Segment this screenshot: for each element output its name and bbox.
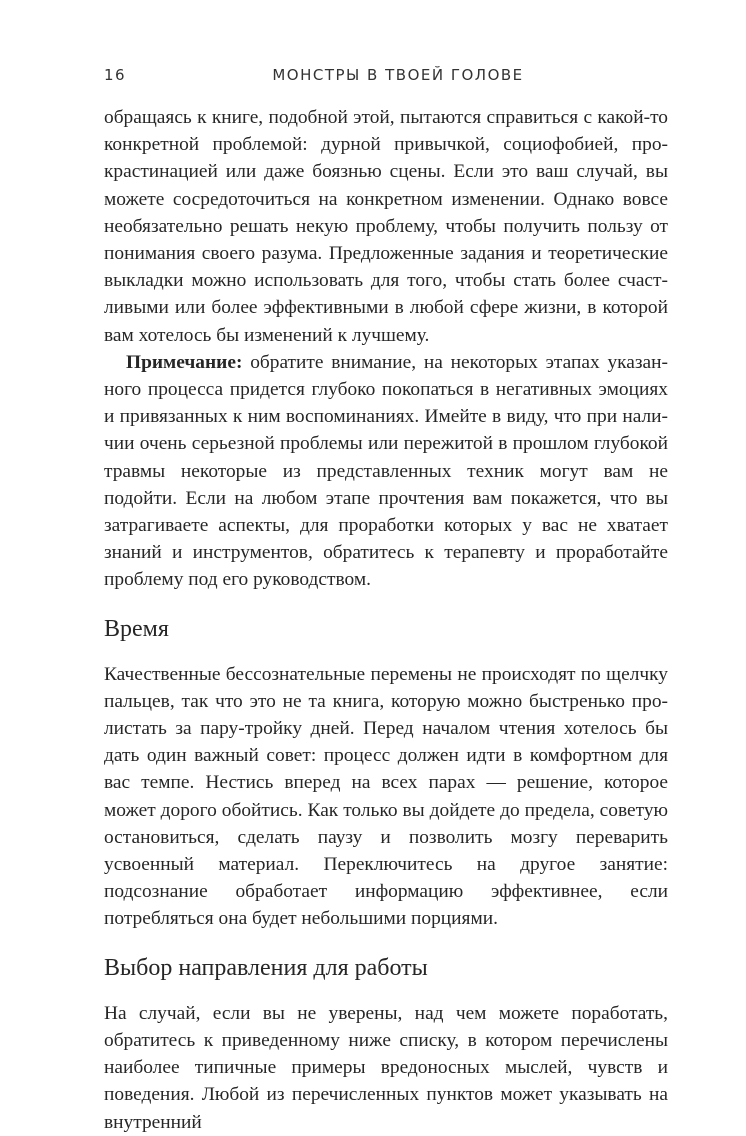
body-text bbox=[104, 104, 668, 1136]
running-head bbox=[104, 66, 668, 88]
section-time-paragraph: Качественные бессознательные перемены не происходят по щелчку пальцев, так что это не та книга, которую можно быстренько пролистать за пару-тройку дней. Перед началом чтения хотелось бы дать один важный совет: процесс должен идти в комфортном для вас темпе. Нестись вперед на всех парах — решение, которое может дорого обойтись. Как только вы дойдете до предела, советую остановиться, сделать паузу и позволить мозгу переварить усвоенный материал. Переключитесь на другое занятие: подсознание обработает информацию эффективнее, если потребляться она будет небольшими порциями. bbox=[104, 663, 668, 930]
page-number: 16 bbox=[104, 66, 127, 84]
note-text: обратите внимание, на некоторых этапах указанного процесса придется глубоко покопаться в негативных эмоциях и привязанных к ним воспоминаниях. Имейте в виду, что при наличии очень серьезной проблемы или пережитой в прошлом глубокой травмы некоторые из представленных техник могут вам не подойти. Если на любом этапе прочтения вам покажется, что вы затрагиваете аспекты, для проработки которых у вас не хватает знаний и инструментов, обратитесь к терапевту и проработайте проблему под его руководством. bbox=[104, 351, 668, 591]
intro-paragraph: обращаясь к книге, подобной этой, пытаются справиться с какой-то конкретной проблемой: дурной привычкой, социофобией, прокрастинацией или даже боязнью сцены. Если это ваш случай, вы можете сосредоточиться на конкретном изменении. Однако вовсе необязательно решать некую проблему, чтобы получить пользу от понимания своего разума. Предложенные задания и теоретические выкладки можно использовать для того, чтобы стать более счастливыми или более эффективными в любой сфере жизни, в которой вам хотелось бы изменений к лучшему. bbox=[104, 107, 668, 346]
note-label: Примечание: bbox=[126, 351, 243, 373]
note-paragraph bbox=[104, 349, 668, 594]
running-title: МОНСТРЫ В ТВОЕЙ ГОЛОВЕ bbox=[272, 66, 524, 84]
section-heading-direction: Выбор направления для работы bbox=[104, 954, 428, 981]
section-heading-time: Время bbox=[104, 615, 169, 642]
section-direction-paragraph: На случай, если вы не уверены, над чем можете поработать, обратитесь к приведенному ниже списку, в котором перечислены наиболее типичные примеры вредоносных мыслей, чувств и поведения. Любой из перечисленных пунктов может указывать на внутренний bbox=[104, 1002, 668, 1133]
